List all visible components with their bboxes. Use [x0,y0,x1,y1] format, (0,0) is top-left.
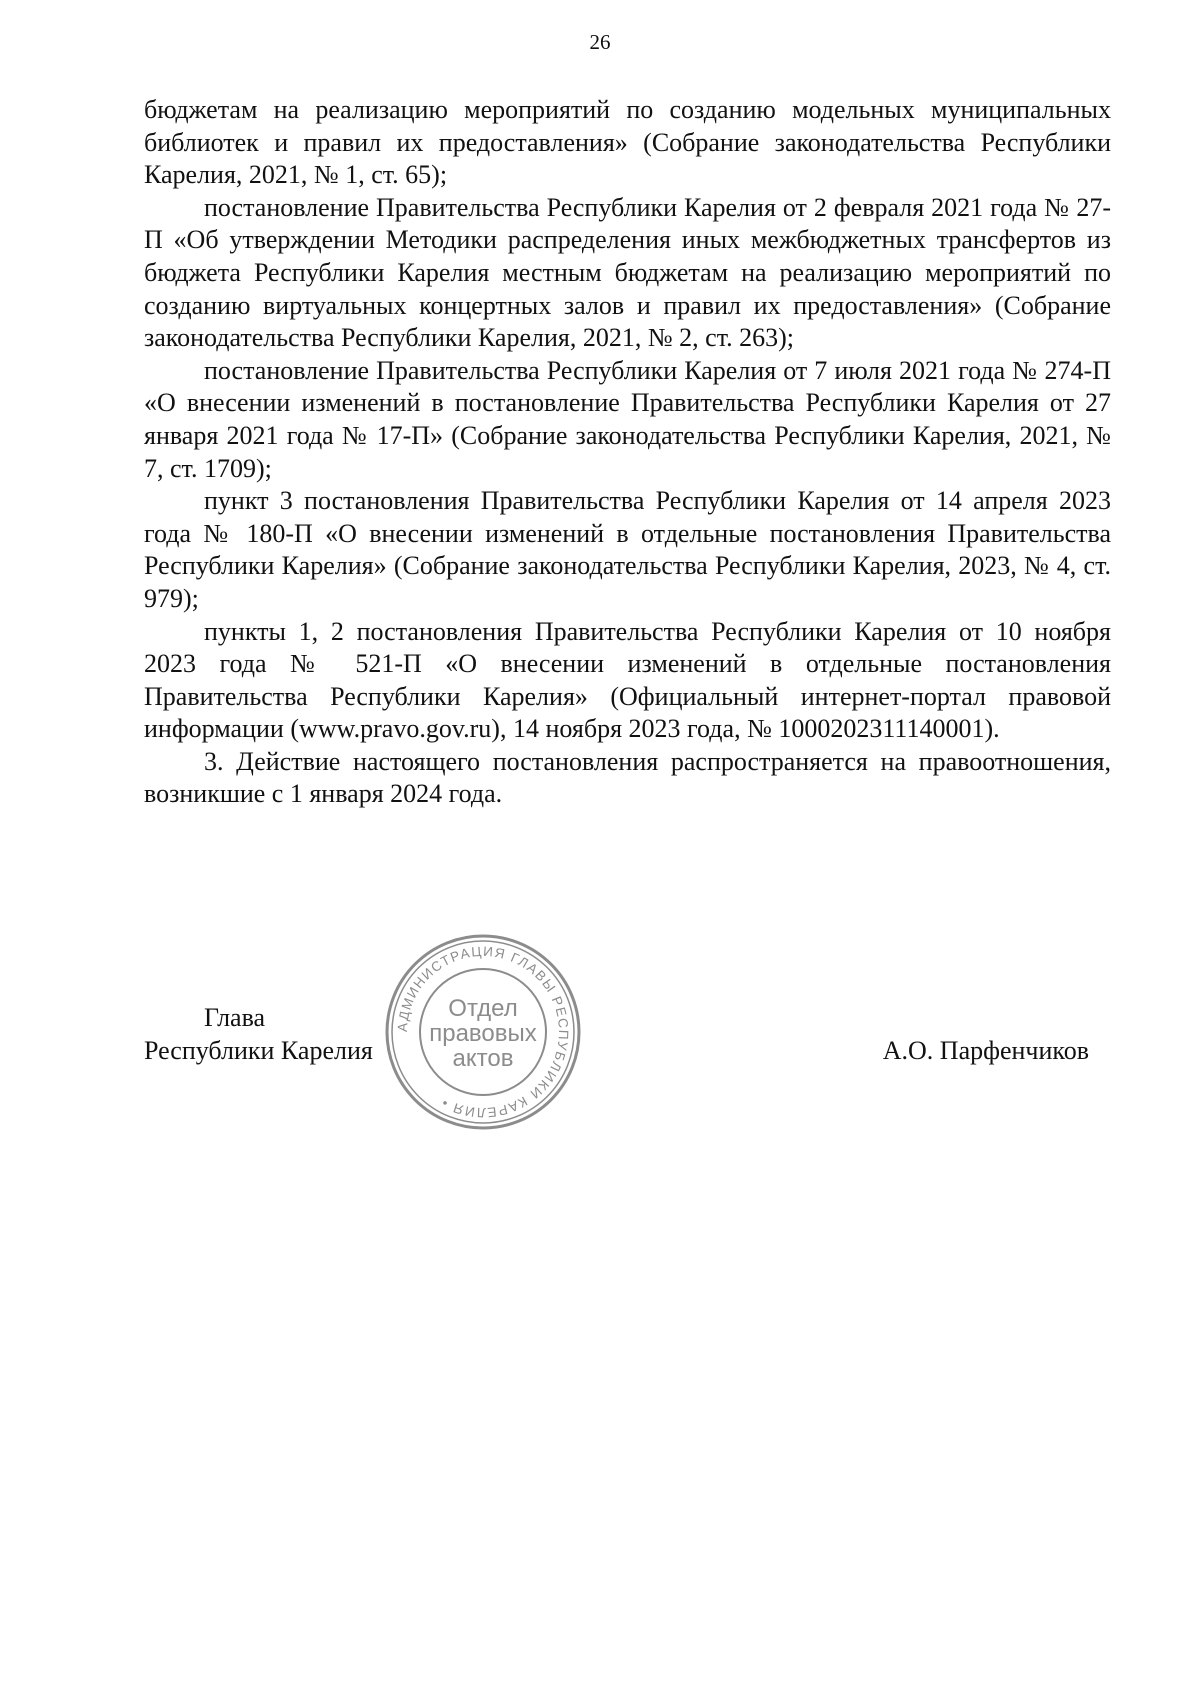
stamp-graphic [383,932,583,1132]
signatory-title-line1: Глава [204,1003,266,1032]
paragraph-resolution-274p: постановление Правительства Республики Карелия от 7 июля 2021 года № 274-П «О внесении изменений в постановление Правительства Республики Карелия от 27 января 2021 года № 17-П» (Собрание законодательства Республики Карелия, 2021, № 7, ст. 1709); [144,355,1111,483]
official-stamp [383,932,583,1132]
stamp-center-line3: актов [452,1045,514,1072]
paragraph-continuation: бюджетам на реализацию мероприятий по созданию модельных муниципальных библиотек и правил их предоставления» (Собрание законодательства Республики Карелия, 2021, № 1, ст. 65); [144,95,1111,190]
signatory-title-line2: Республики Карелия [144,1035,373,1065]
stamp-center-line2: правовых [429,1020,537,1047]
signature-block [144,1002,1111,1082]
paragraph-resolution-27p: постановление Правительства Республики Карелия от 2 февраля 2021 года № 27-П «Об утверждении Методики распределения иных межбюджетных трансфертов из бюджета Республики Карелия местным бюджетам на реализацию мероприятий по созданию виртуальных концертных залов и правил их предоставления» (Собрание законодательства Республики Карелия, 2021, № 2, ст. 263); [144,192,1111,353]
stamp-center-line1: Отдел [448,995,518,1022]
paragraph-effective-date: 3. Действие настоящего постановления распространяется на правоотношения, возникшие с 1 января 2024 года. [144,746,1111,809]
paragraph-resolution-521p: пункты 1, 2 постановления Правительства Республики Карелия от 10 ноября 2023 года № 521-П «О внесении изменений в отдельные постановления Правительства Республики Карелия» (Официальный интернет-портал правовой информации (www.pravo.gov.ru), 14 ноября 2023 года, № 1000202311140001). [144,616,1111,744]
page-number: 26 [589,30,611,54]
document-body [144,94,1111,811]
stamp-ring-text: АДМИНИСТРАЦИЯ ГЛАВЫ РЕСПУБЛИКИ КАРЕЛИЯ • [394,943,572,1121]
paragraph-resolution-180p: пункт 3 постановления Правительства Республики Карелия от 14 апреля 2023 года № 180-П «О внесении изменений в отдельные постановления Правительства Республики Карелия» (Собрание законодательства Республики Карелия, 2023, № 4, ст. 979); [144,486,1111,613]
signatory-name: А.О. Парфенчиков [882,1035,1089,1065]
